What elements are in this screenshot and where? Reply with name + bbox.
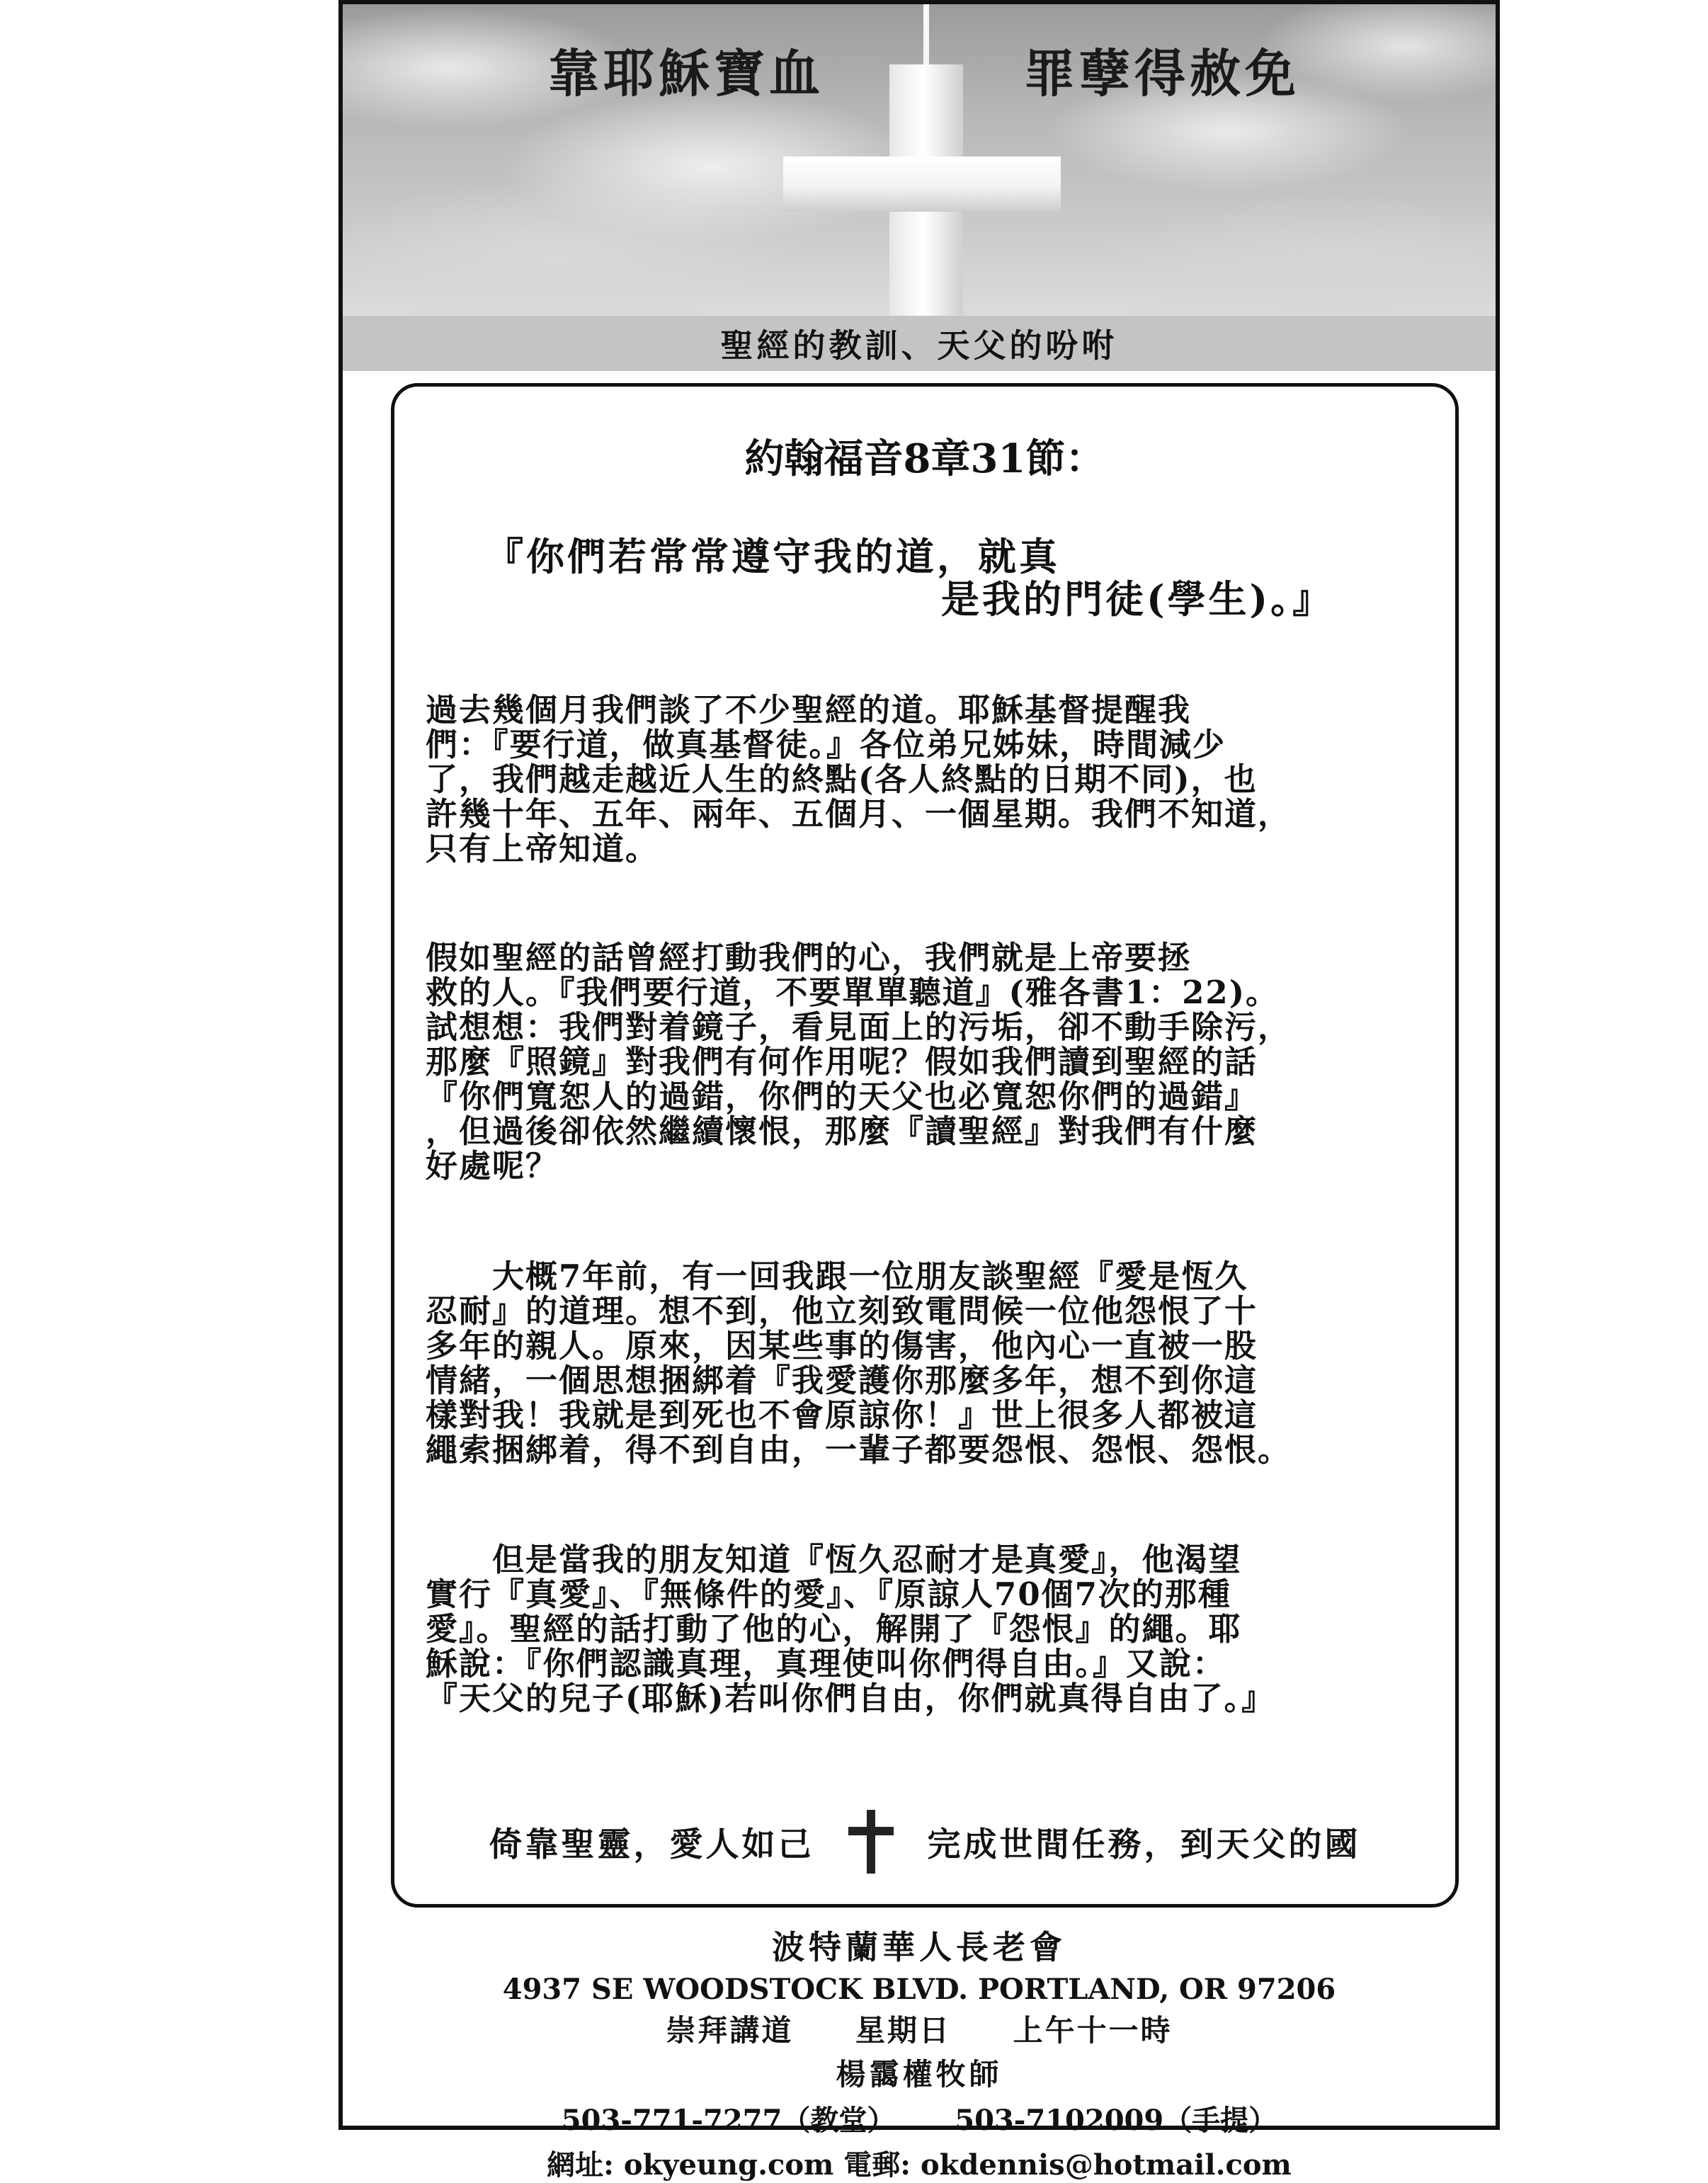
church-phone: 503-771-7277（教堂） <box>561 2104 896 2137</box>
verse-line-2: 是我的門徒(學生)。』 <box>941 576 1334 622</box>
cross-icon <box>848 1810 894 1874</box>
paragraph-line: 『你們寬恕人的過錯，你們的天父也必寬恕你們的過錯』 <box>426 1078 1258 1115</box>
paragraph-line: 『天父的兒子(耶穌)若叫你們自由，你們就真得自由了。』 <box>426 1680 1275 1717</box>
advertisement-frame <box>338 0 1500 2182</box>
email-label: 電郵: <box>843 2148 911 2182</box>
paragraph-line: 多年的親人。原來，因某些事的傷害，他內心一直被一股 <box>426 1327 1258 1364</box>
web-contact <box>343 2143 1496 2183</box>
paragraph-line: 但是當我的朋友知道『恆久忍耐才是真愛』，他渴望 <box>426 1541 1242 1578</box>
church-address: 4937 SE WOODSTOCK BLVD. PORTLAND, OR 97206 <box>502 1973 1336 2006</box>
paragraph-line: 了，我們越走越近人生的終點(各人終點的日期不同)，也 <box>426 760 1258 798</box>
service-times <box>343 2007 1496 2050</box>
paragraph-line: 樣對我！我就是到死也不會原諒你！』世上很多人都被這 <box>426 1396 1258 1434</box>
paragraph-line: 好處呢？ <box>426 1147 559 1185</box>
motto-right: 完成世間任務，到天父的國 <box>927 1825 1361 1864</box>
paragraph-line: 實行『真愛』、『無條件的愛』、『原諒人70個7次的那種 <box>426 1575 1231 1613</box>
paragraph-line: 只有上帝知道。 <box>426 830 659 867</box>
service-time: 上午十一時 <box>1013 2013 1173 2048</box>
sky-banner <box>343 4 1496 316</box>
verse-reference: 約翰福音8章31節： <box>744 435 1105 482</box>
mobile-phone: 503-7102009（手提） <box>955 2104 1277 2137</box>
paragraph-line: 假如聖經的話曾經打動我們的心，我們就是上帝要拯 <box>426 939 1192 976</box>
headline-left: 靠耶穌寶血 <box>548 43 825 103</box>
paragraph-line: 情緒，一個思想捆綁着『我愛護你那麼多年，想不到你這 <box>426 1362 1258 1399</box>
paragraph-line: 試想想：我們對着鏡子，看見面上的污垢，卻不動手除污， <box>426 1008 1292 1046</box>
paragraph-line: 繩索捆綁着，得不到自由，一輩子都要怨恨、怨恨、怨恨。 <box>426 1431 1292 1469</box>
paragraph-4 <box>426 1542 1438 1716</box>
email-link[interactable]: okdennis@hotmail.com <box>921 2148 1292 2182</box>
paragraph-1 <box>426 692 1438 866</box>
paragraph-line: 許幾十年、五年、兩年、五個月、一個星期。我們不知道， <box>426 795 1292 833</box>
paragraph-line: 大概7年前，有一回我跟一位朋友談聖經『愛是恆久 <box>426 1258 1248 1295</box>
paragraph-line: 忍耐』的道理。想不到，他立刻致電問候一位他怨恨了十 <box>426 1292 1258 1330</box>
paragraph-line: 們：『要行道，做真基督徒。』各位弟兄姊妹，時間減少 <box>426 726 1226 763</box>
church-name: 波特蘭華人長老會 <box>772 1928 1066 1966</box>
phone-numbers <box>343 2098 1496 2138</box>
paragraph-3 <box>426 1259 1438 1467</box>
paragraph-line: 過去幾個月我們談了不少聖經的道。耶穌基督提醒我 <box>426 691 1192 729</box>
website-link[interactable]: okyeung.com <box>623 2148 834 2182</box>
paragraph-line: 那麼『照鏡』對我們有何作用呢？假如我們讀到聖經的話 <box>426 1043 1258 1081</box>
paragraph-line: 救的人。『我們要行道，不要單單聽道』(雅各書1：22)。 <box>426 974 1280 1011</box>
headline-right: 罪孽得赦免 <box>1024 43 1301 103</box>
pastor-name: 楊靄權牧師 <box>836 2057 1003 2092</box>
motto-left: 倚靠聖靈，愛人如己 <box>489 1825 814 1864</box>
paragraph-line: 穌說：『你們認識真理，真理使叫你們得自由。』又說： <box>426 1645 1226 1682</box>
service-label: 崇拜講道 <box>666 2013 794 2048</box>
message-panel <box>391 383 1459 1908</box>
service-day: 星期日 <box>855 2013 951 2048</box>
subtitle-band: 聖經的教訓、天父的吩咐 <box>343 316 1496 371</box>
verse-line-1: 『你們若常常遵守我的道，就真 <box>485 534 1060 579</box>
cross-bar <box>783 156 1061 212</box>
paragraph-2 <box>426 940 1438 1183</box>
motto <box>394 1810 1455 1874</box>
church-info <box>343 1916 1496 2183</box>
paragraph-line: ，但過後卻依然繼續懷恨，那麼『讀聖經』對我們有什麼 <box>426 1112 1258 1150</box>
web-label: 網址: <box>547 2148 614 2182</box>
paragraph-line: 愛』。聖經的話打動了他的心，解開了『怨恨』的繩。耶 <box>426 1610 1242 1648</box>
